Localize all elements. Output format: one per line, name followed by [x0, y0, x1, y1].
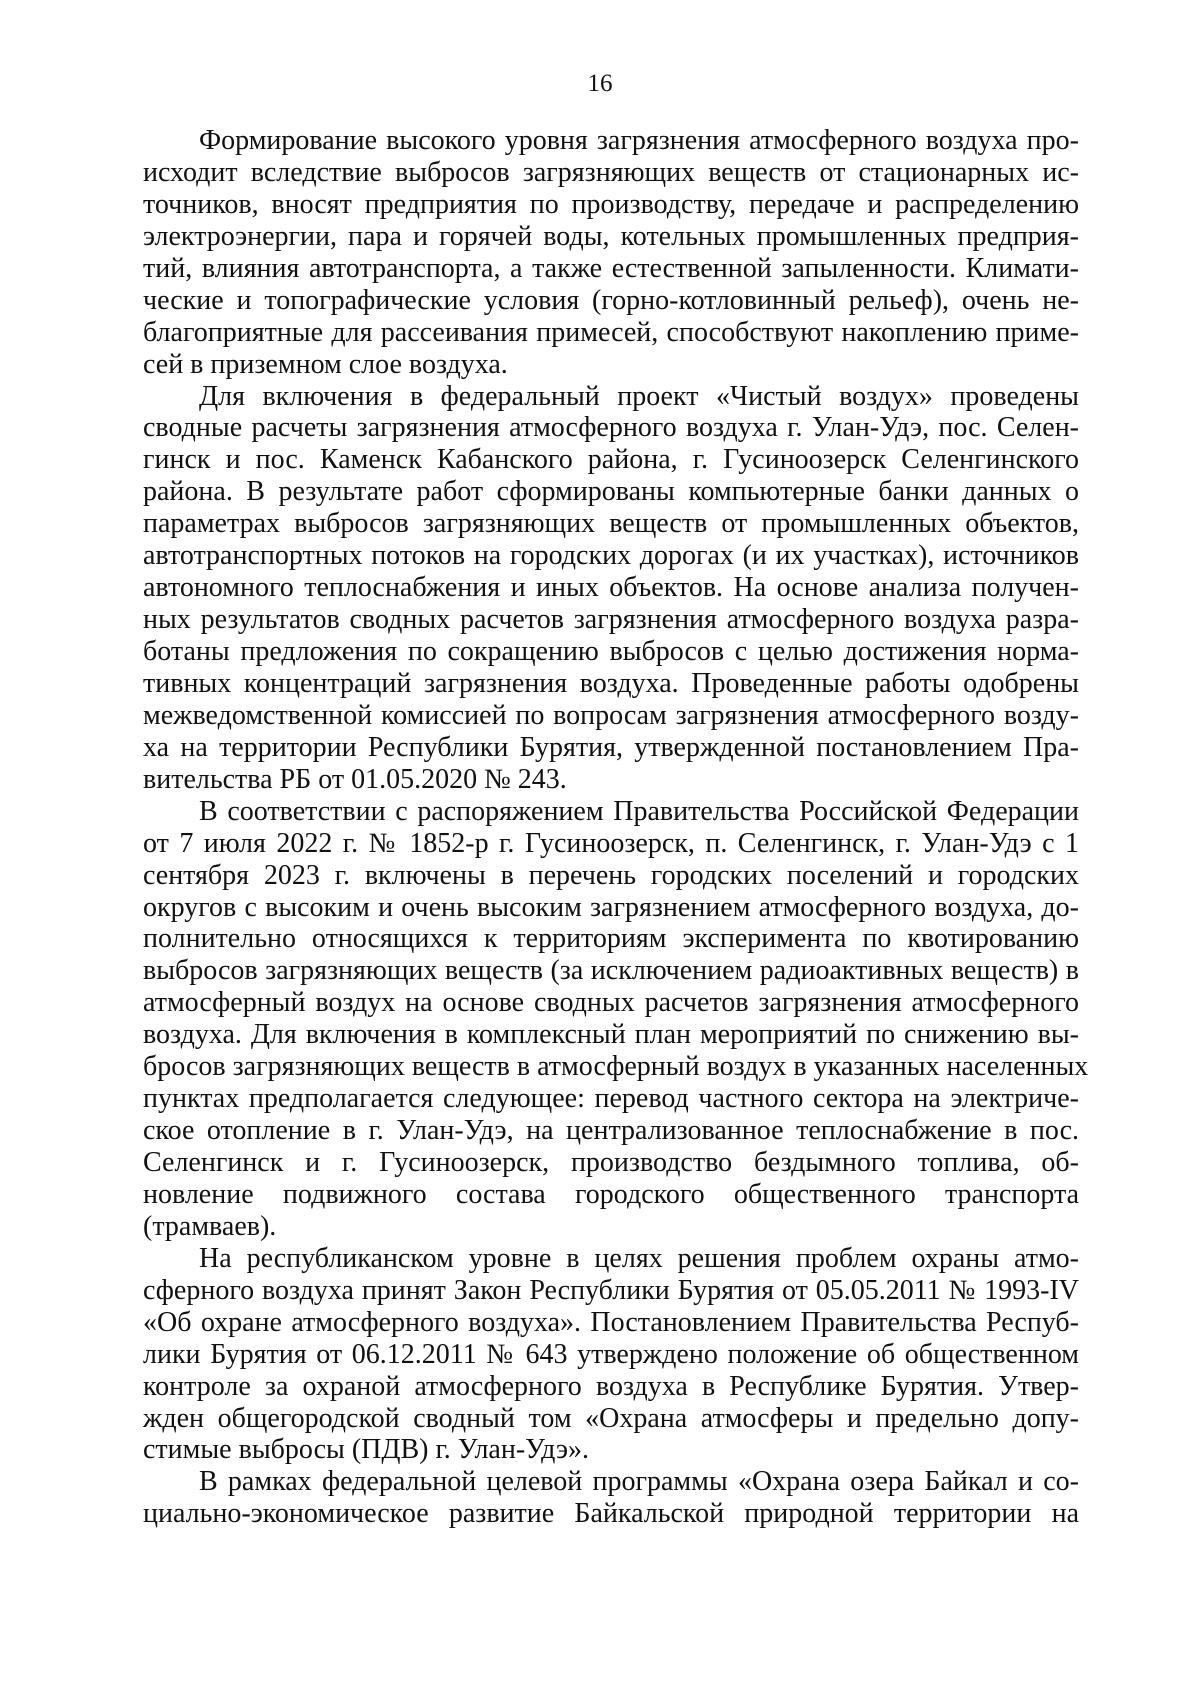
body-text [143, 125, 1089, 1530]
text-line: района. В результате работ сформированы компьютерные банки данных о [143, 476, 1079, 508]
text-line: жден общегородской сводный том «Охрана атмосферы и предельно допу- [143, 1402, 1079, 1434]
text-line: атмосферный воздух на основе сводных расчетов загрязнения атмосферного [143, 987, 1079, 1019]
text-line: автотранспортных потоков на городских дорогах (и их участках), источников [143, 540, 1079, 572]
text-line: благоприятные для рассеивания примесей, способствуют накоплению приме- [143, 316, 1079, 348]
text-line: стимые выбросы (ПДВ) г. Улан-Удэ». [143, 1434, 590, 1466]
text-line: бросов загрязняющих веществ в атмосферный воздух в указанных населенных [143, 1051, 1089, 1083]
text-line: Селенгинск и г. Гусиноозерск, производство бездымного топлива, об- [143, 1147, 1079, 1178]
text-line: исходит вследствие выбросов загрязняющих веществ от стационарных ис- [143, 156, 1079, 188]
text-line: от 7 июля 2022 г. № 1852-р г. Гусиноозерск, п. Селенгинск, г. Улан-Удэ с 1 [143, 827, 1079, 859]
text-line: Для включения в федеральный проект «Чистый воздух» проведены [199, 380, 1079, 412]
text-line: полнительно относящихся к территориям эксперимента по квотированию [143, 923, 1079, 955]
text-line: В рамках федеральной целевой программы «Охрана озера Байкал и со- [199, 1466, 1079, 1498]
text-line: циально-экономическое развитие Байкальской природной территории на [143, 1498, 1079, 1530]
text-line: тий, влияния автотранспорта, а также естественной запыленности. Климати- [143, 252, 1079, 284]
text-line: точников, вносят предприятия по производству, передаче и распределению [143, 188, 1079, 220]
text-line: ботаны предложения по сокращению выбросов с целью достижения норма- [143, 636, 1079, 667]
text-line: Формирование высокого уровня загрязнения атмосферного воздуха про- [199, 125, 1079, 156]
text-line: ха на территории Республики Бурятия, утвержденной постановлением Пра- [143, 731, 1079, 763]
text-line: вительства РБ от 01.05.2020 № 243. [143, 763, 567, 795]
text-line: ческие и топографические условия (горно-котловинный рельеф), очень не- [143, 284, 1079, 316]
text-line: «Об охране атмосферного воздуха». Постановлением Правительства Респуб- [143, 1306, 1079, 1338]
text-line: сей в приземном слое воздуха. [143, 348, 508, 380]
text-line: сентября 2023 г. включены в перечень городских поселений и городских [143, 859, 1079, 891]
text-line: тивных концентраций загрязнения воздуха. Проведенные работы одобрены [143, 667, 1079, 699]
text-line: лики Бурятия от 06.12.2011 № 643 утверждено положение об общественном [143, 1338, 1079, 1370]
text-line: ское отопление в г. Улан-Удэ, на централизованное теплоснабжение в пос. [143, 1115, 1079, 1147]
text-line: На республиканском уровне в целях решения проблем охраны атмо- [199, 1242, 1079, 1274]
text-line: новление подвижного состава городского общественного транспорта [143, 1178, 1079, 1210]
text-line: гинск и пос. Каменск Кабанского района, г. Гусиноозерск Селенгинского [143, 444, 1079, 476]
text-line: пунктах предполагается следующее: перевод частного сектора на электриче- [143, 1083, 1079, 1115]
text-line: В соответствии с распоряжением Правительства Российской Федерации [199, 795, 1079, 827]
text-line: сводные расчеты загрязнения атмосферного воздуха г. Улан-Удэ, пос. Селен- [143, 412, 1079, 444]
text-line: округов с высоким и очень высоким загрязнением атмосферного воздуха, до- [143, 891, 1079, 923]
text-line: автономного теплоснабжения и иных объектов. На основе анализа получен- [143, 572, 1079, 604]
text-line: электроэнергии, пара и горячей воды, котельных промышленных предприя- [143, 220, 1079, 252]
text-line: сферного воздуха принят Закон Республики Бурятия от 05.05.2011 № 1993-IV [143, 1274, 1079, 1306]
text-line: межведомственной комиссией по вопросам загрязнения атмосферного возду- [143, 699, 1079, 731]
text-line: контроле за охраной атмосферного воздуха в Республике Бурятия. Утвер- [143, 1370, 1079, 1402]
page-number: 16 [587, 70, 613, 97]
text-line: параметрах выбросов загрязняющих веществ от промышленных объектов, [143, 508, 1079, 540]
text-line: (трамваев). [143, 1210, 277, 1242]
text-line: ных результатов сводных расчетов загрязнения атмосферного воздуха разра- [143, 604, 1079, 636]
text-line: воздуха. Для включения в комплексный план мероприятий по снижению вы- [143, 1019, 1079, 1051]
text-line: выбросов загрязняющих веществ (за исключением радиоактивных веществ) в [143, 955, 1079, 987]
